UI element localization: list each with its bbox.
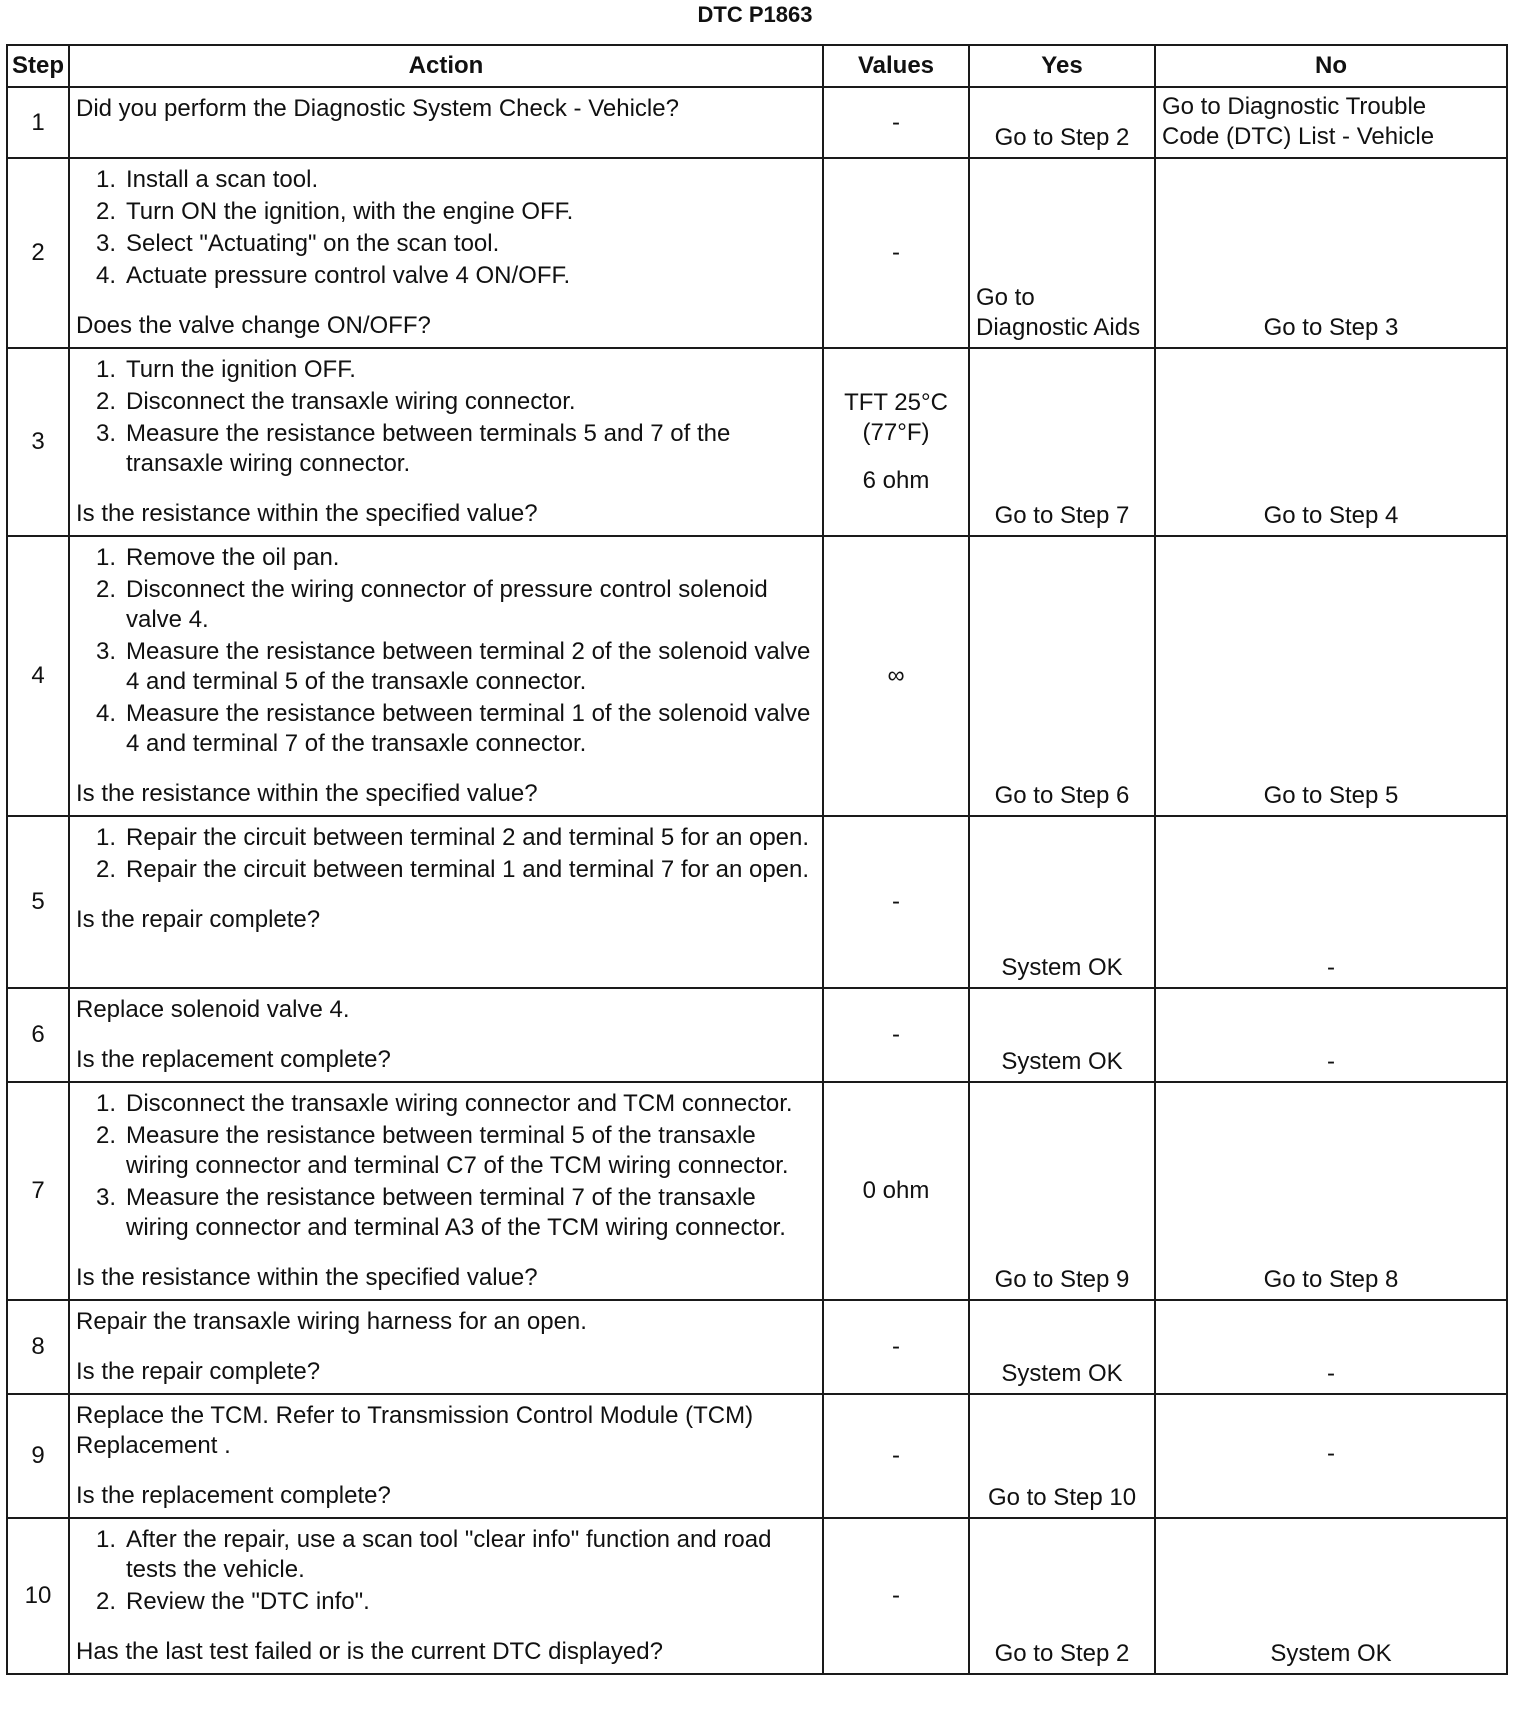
action-question: Does the valve change ON/OFF? (76, 312, 431, 339)
table-row (7, 988, 1507, 1082)
action-cell (69, 1300, 823, 1394)
action-steps-list (76, 165, 816, 291)
values-cell (823, 816, 969, 988)
yes-text: Go to Step 6 (994, 782, 1130, 809)
action-cell (69, 1518, 823, 1674)
no-text: - (1327, 1048, 1335, 1075)
action-step: Turn the ignition OFF. (126, 356, 356, 383)
no-text: Go to Step 8 (1263, 1266, 1399, 1293)
no-text: - (1327, 1360, 1335, 1387)
action-step: Actuate pressure control valve 4 ON/OFF. (126, 262, 571, 289)
values-cell (823, 988, 969, 1082)
yes-cell (969, 1082, 1155, 1300)
action-step: Repair the circuit between terminal 1 and terminal 7 for an open. (126, 856, 810, 883)
action-cell (69, 988, 823, 1082)
value-text: - (892, 108, 900, 136)
table-row (7, 1082, 1507, 1300)
header-step: Step (7, 45, 69, 87)
yes-text: System OK (1001, 954, 1123, 981)
no-text: Go to Diagnostic Trouble (1162, 93, 1427, 120)
step-number: 3 (7, 348, 69, 536)
header-values: Values (823, 45, 969, 87)
action-step: Disconnect the transaxle wiring connector and TCM connector. (126, 1090, 793, 1117)
action-step: Measure the resistance between terminal 5 of the transaxle wiring connector and terminal C7 of the TCM wiring connector. (126, 1122, 789, 1179)
action-question: Is the repair complete? (76, 906, 321, 933)
yes-cell (969, 1394, 1155, 1518)
action-step: Disconnect the wiring connector of pressure control solenoid valve 4. (126, 576, 768, 633)
action-question: Has the last test failed or is the current DTC displayed? (76, 1638, 663, 1665)
action-step: Repair the circuit between terminal 2 and terminal 5 for an open. (126, 824, 810, 851)
table-row (7, 536, 1507, 816)
table-row (7, 158, 1507, 348)
action-text: Replace the TCM. Refer to Transmission Control Module (TCM) Replacement . (76, 1402, 754, 1459)
header-no: No (1155, 45, 1507, 87)
value-text: - (892, 1582, 900, 1609)
step-number: 5 (7, 816, 69, 988)
header-action: Action (69, 45, 823, 87)
no-text: - (1327, 954, 1335, 981)
yes-cell (969, 988, 1155, 1082)
value-text: TFT 25°C (844, 389, 948, 416)
values-cell (823, 536, 969, 816)
step-number: 6 (7, 988, 69, 1082)
action-step: Measure the resistance between terminal 2 of the solenoid valve 4 and terminal 5 of the transaxle connector. (126, 638, 811, 695)
value-text: 6 ohm (862, 467, 930, 494)
yes-cell (969, 1518, 1155, 1674)
yes-text: Diagnostic Aids (976, 314, 1141, 341)
yes-text: Go to Step 2 (994, 124, 1130, 151)
yes-text: Go to (976, 284, 1035, 311)
no-cell (1155, 348, 1507, 536)
action-step: Select "Actuating" on the scan tool. (126, 230, 500, 257)
action-step: Install a scan tool. (126, 166, 319, 193)
no-cell (1155, 1394, 1507, 1518)
table-row (7, 87, 1507, 158)
values-cell (823, 1300, 969, 1394)
header-yes: Yes (969, 45, 1155, 87)
yes-text: Go to Step 10 (987, 1484, 1137, 1511)
value-text: - (892, 888, 900, 915)
action-question: Is the resistance within the specified value? (76, 780, 538, 807)
action-question: Is the repair complete? (76, 1358, 321, 1385)
value-text: - (892, 1442, 900, 1469)
no-cell (1155, 1518, 1507, 1674)
action-cell (69, 87, 823, 158)
no-cell (1155, 988, 1507, 1082)
action-steps-list (76, 823, 816, 885)
values-cell (823, 1394, 969, 1518)
action-steps-list (76, 543, 816, 759)
value-text: (77°F) (862, 419, 930, 446)
action-steps-list (76, 1089, 816, 1243)
values-spacer (828, 448, 964, 466)
yes-cell (969, 87, 1155, 158)
no-cell (1155, 1082, 1507, 1300)
table-row (7, 1518, 1507, 1674)
value-text: - (892, 239, 900, 266)
value-text: - (892, 1333, 900, 1360)
yes-cell (969, 348, 1155, 536)
action-step: Disconnect the transaxle wiring connector. (126, 388, 576, 415)
step-number: 10 (7, 1518, 69, 1674)
step-number: 7 (7, 1082, 69, 1300)
action-question: Is the replacement complete? (76, 1482, 391, 1509)
table-row (7, 816, 1507, 988)
action-steps-list (76, 1525, 816, 1617)
yes-text: System OK (1001, 1360, 1123, 1387)
action-text: Did you perform the Diagnostic System Check - Vehicle? (76, 95, 679, 122)
table-row (7, 1300, 1507, 1394)
yes-cell (969, 1300, 1155, 1394)
table-header-row (7, 45, 1507, 87)
no-text: System OK (1270, 1640, 1392, 1667)
values-cell (823, 1082, 969, 1300)
action-step: Measure the resistance between terminals 5 and 7 of the transaxle wiring connector. (126, 420, 731, 477)
action-text: Replace solenoid valve 4. (76, 996, 350, 1023)
value-text: - (892, 1021, 900, 1048)
values-cell (823, 158, 969, 348)
action-cell (69, 536, 823, 816)
no-cell (1155, 87, 1507, 158)
yes-cell (969, 536, 1155, 816)
document-title: DTC P1863 (697, 2, 813, 27)
values-cell (823, 87, 969, 158)
action-question: Is the resistance within the specified value? (76, 500, 538, 527)
values-cell (823, 348, 969, 536)
action-step: Review the "DTC info". (126, 1588, 370, 1615)
no-text: Go to Step 4 (1263, 502, 1399, 529)
action-step: After the repair, use a scan tool "clear info" function and road tests the vehicle. (126, 1526, 772, 1583)
action-step: Measure the resistance between terminal 1 of the solenoid valve 4 and terminal 7 of the transaxle connector. (126, 700, 811, 757)
action-steps-list (76, 355, 816, 479)
action-question: Is the replacement complete? (76, 1046, 391, 1073)
action-question: Is the resistance within the specified value? (76, 1264, 538, 1291)
table-row (7, 1394, 1507, 1518)
value-text: ∞ (887, 662, 905, 689)
no-text: Code (DTC) List - Vehicle (1162, 123, 1435, 150)
no-cell (1155, 1300, 1507, 1394)
yes-text: Go to Step 7 (994, 502, 1130, 529)
no-cell (1155, 158, 1507, 348)
yes-cell (969, 816, 1155, 988)
values-cell (823, 1518, 969, 1674)
yes-text: System OK (1001, 1048, 1123, 1075)
step-number: 1 (7, 87, 69, 158)
action-cell (69, 1082, 823, 1300)
no-cell (1155, 536, 1507, 816)
action-text: Repair the transaxle wiring harness for an open. (76, 1308, 587, 1335)
step-number: 9 (7, 1394, 69, 1518)
table-row (7, 348, 1507, 536)
action-cell (69, 348, 823, 536)
step-number: 8 (7, 1300, 69, 1394)
no-text: Go to Step 5 (1263, 782, 1399, 809)
no-cell (1155, 816, 1507, 988)
action-step: Remove the oil pan. (126, 544, 340, 571)
no-text: Go to Step 3 (1263, 314, 1399, 341)
yes-text: Go to Step 2 (994, 1640, 1130, 1667)
step-number: 4 (7, 536, 69, 816)
action-cell (69, 816, 823, 988)
action-cell (69, 158, 823, 348)
no-text: - (1327, 1440, 1335, 1467)
step-number: 2 (7, 158, 69, 348)
yes-cell (969, 158, 1155, 348)
action-step: Measure the resistance between terminal 7 of the transaxle wiring connector and terminal A3 of the TCM wiring connector. (126, 1184, 786, 1241)
action-step: Turn ON the ignition, with the engine OFF. (126, 198, 574, 225)
action-cell (69, 1394, 823, 1518)
value-text: 0 ohm (862, 1177, 930, 1204)
yes-text: Go to Step 9 (994, 1266, 1130, 1293)
diagnostic-table (6, 44, 1508, 1675)
